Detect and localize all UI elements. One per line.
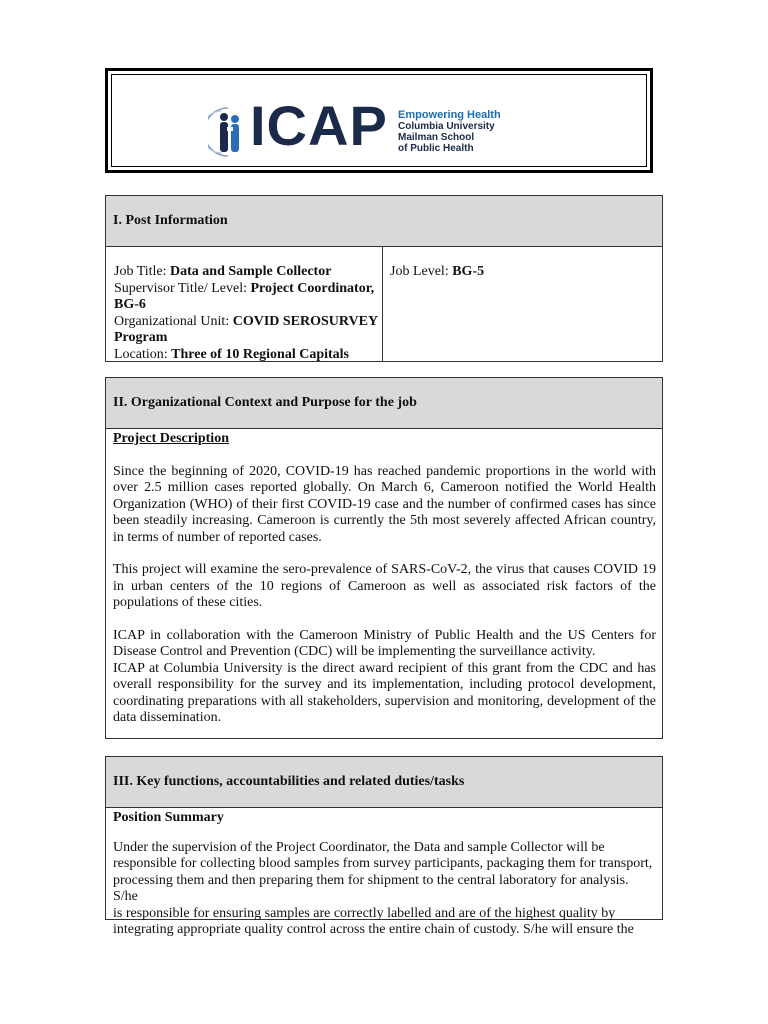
key-functions-header: III. Key functions, accountabilities and related duties/tasks bbox=[106, 757, 662, 808]
supervisor-line bbox=[114, 281, 382, 314]
post-information-left-cell bbox=[106, 247, 383, 362]
position-summary-line-4: is responsible for ensuring samples are correctly labelled and are of the highest quality by bbox=[113, 905, 616, 921]
position-summary-line-2: responsible for collecting blood samples from survey participants, packaging them for transport, bbox=[113, 856, 653, 871]
context-paragraph-1: Since the beginning of 2020, COVID-19 has reached pandemic proportions in the world with over 2.5 million cases reported globally. On March 6, Cameroon notified the World Health Organization (WHO) of their first COVID-19 case and the number of confirmed cases has since been steadily increasing. Cameroon is currently the 5th most severely affected African country, in terms of number of reported cases. bbox=[113, 463, 656, 545]
logo-tagline-line4: of Public Health bbox=[398, 143, 474, 154]
location-label: Location: bbox=[114, 346, 172, 362]
position-summary-heading: Position Summary bbox=[113, 810, 224, 825]
post-information-section bbox=[105, 195, 663, 362]
context-paragraph-3b: ICAP at Columbia University is the direct award recipient of this grant from the CDC and has overall responsibility for the survey and its implementation, including protocol development, coordinating preparations with all stakeholders, supervision and monitoring, development of the data dissemination. bbox=[113, 660, 656, 725]
job-level-label: Job Level: bbox=[390, 264, 453, 279]
organizational-context-body bbox=[106, 429, 662, 727]
post-information-header: I. Post Information bbox=[106, 196, 662, 247]
org-unit-label: Organizational Unit: bbox=[114, 313, 233, 329]
supervisor-label: Supervisor Title/ Level: bbox=[114, 280, 251, 296]
job-title-line bbox=[114, 264, 382, 281]
location-line bbox=[114, 347, 382, 364]
logo-tagline-line2: Columbia University bbox=[398, 121, 495, 132]
organizational-context-section bbox=[105, 377, 663, 739]
project-description-heading: Project Description bbox=[113, 431, 229, 446]
job-level-value: BG-5 bbox=[452, 264, 485, 279]
logo-tagline-line1: Empowering Health bbox=[398, 109, 501, 121]
org-unit-value: COVID SEROSURVEY Program bbox=[114, 313, 378, 345]
position-summary-line-1: Under the supervision of the Project Coordinator, the Data and sample Collector will be bbox=[113, 839, 605, 855]
supervisor-value: Project Coordinator, BG-6 bbox=[114, 280, 375, 312]
context-paragraph-2: This project will examine the sero-prevalence of SARS-CoV-2, the virus that causes COVID 19 in urban centers of the 10 regions of Cameroon as well as associated risk factors of the populations of these cities. bbox=[113, 562, 656, 610]
logo-banner bbox=[105, 68, 653, 173]
position-summary-line-5: integrating appropriate quality control across the entire chain of custody. S/he will ensure the bbox=[113, 922, 634, 937]
key-functions-body bbox=[106, 808, 662, 939]
logo-tagline-line3: Mailman School bbox=[398, 132, 475, 143]
location-value: Three of 10 Regional Capitals bbox=[171, 346, 350, 362]
context-paragraph-3a: ICAP in collaboration with the Cameroon Ministry of Public Health and the US Centers for Disease Control and Prevention (CDC) will be implementing the surveillance activity. bbox=[113, 627, 656, 659]
icap-figures-icon bbox=[208, 105, 248, 159]
position-summary-line-3: processing them and then preparing them for shipment to the central laboratory for analysis. S/he bbox=[113, 872, 629, 904]
post-information-body bbox=[106, 247, 662, 362]
org-unit-line bbox=[114, 314, 382, 347]
job-title-value: Data and Sample Collector bbox=[170, 264, 332, 279]
icap-logo bbox=[208, 94, 508, 159]
logo-wordmark: ICAP bbox=[250, 94, 388, 157]
organizational-context-header: II. Organizational Context and Purpose for the job bbox=[106, 378, 662, 429]
logo-tagline bbox=[398, 110, 501, 154]
post-information-right-cell bbox=[383, 247, 662, 362]
job-title-label: Job Title: bbox=[114, 264, 171, 279]
key-functions-section bbox=[105, 756, 663, 937]
